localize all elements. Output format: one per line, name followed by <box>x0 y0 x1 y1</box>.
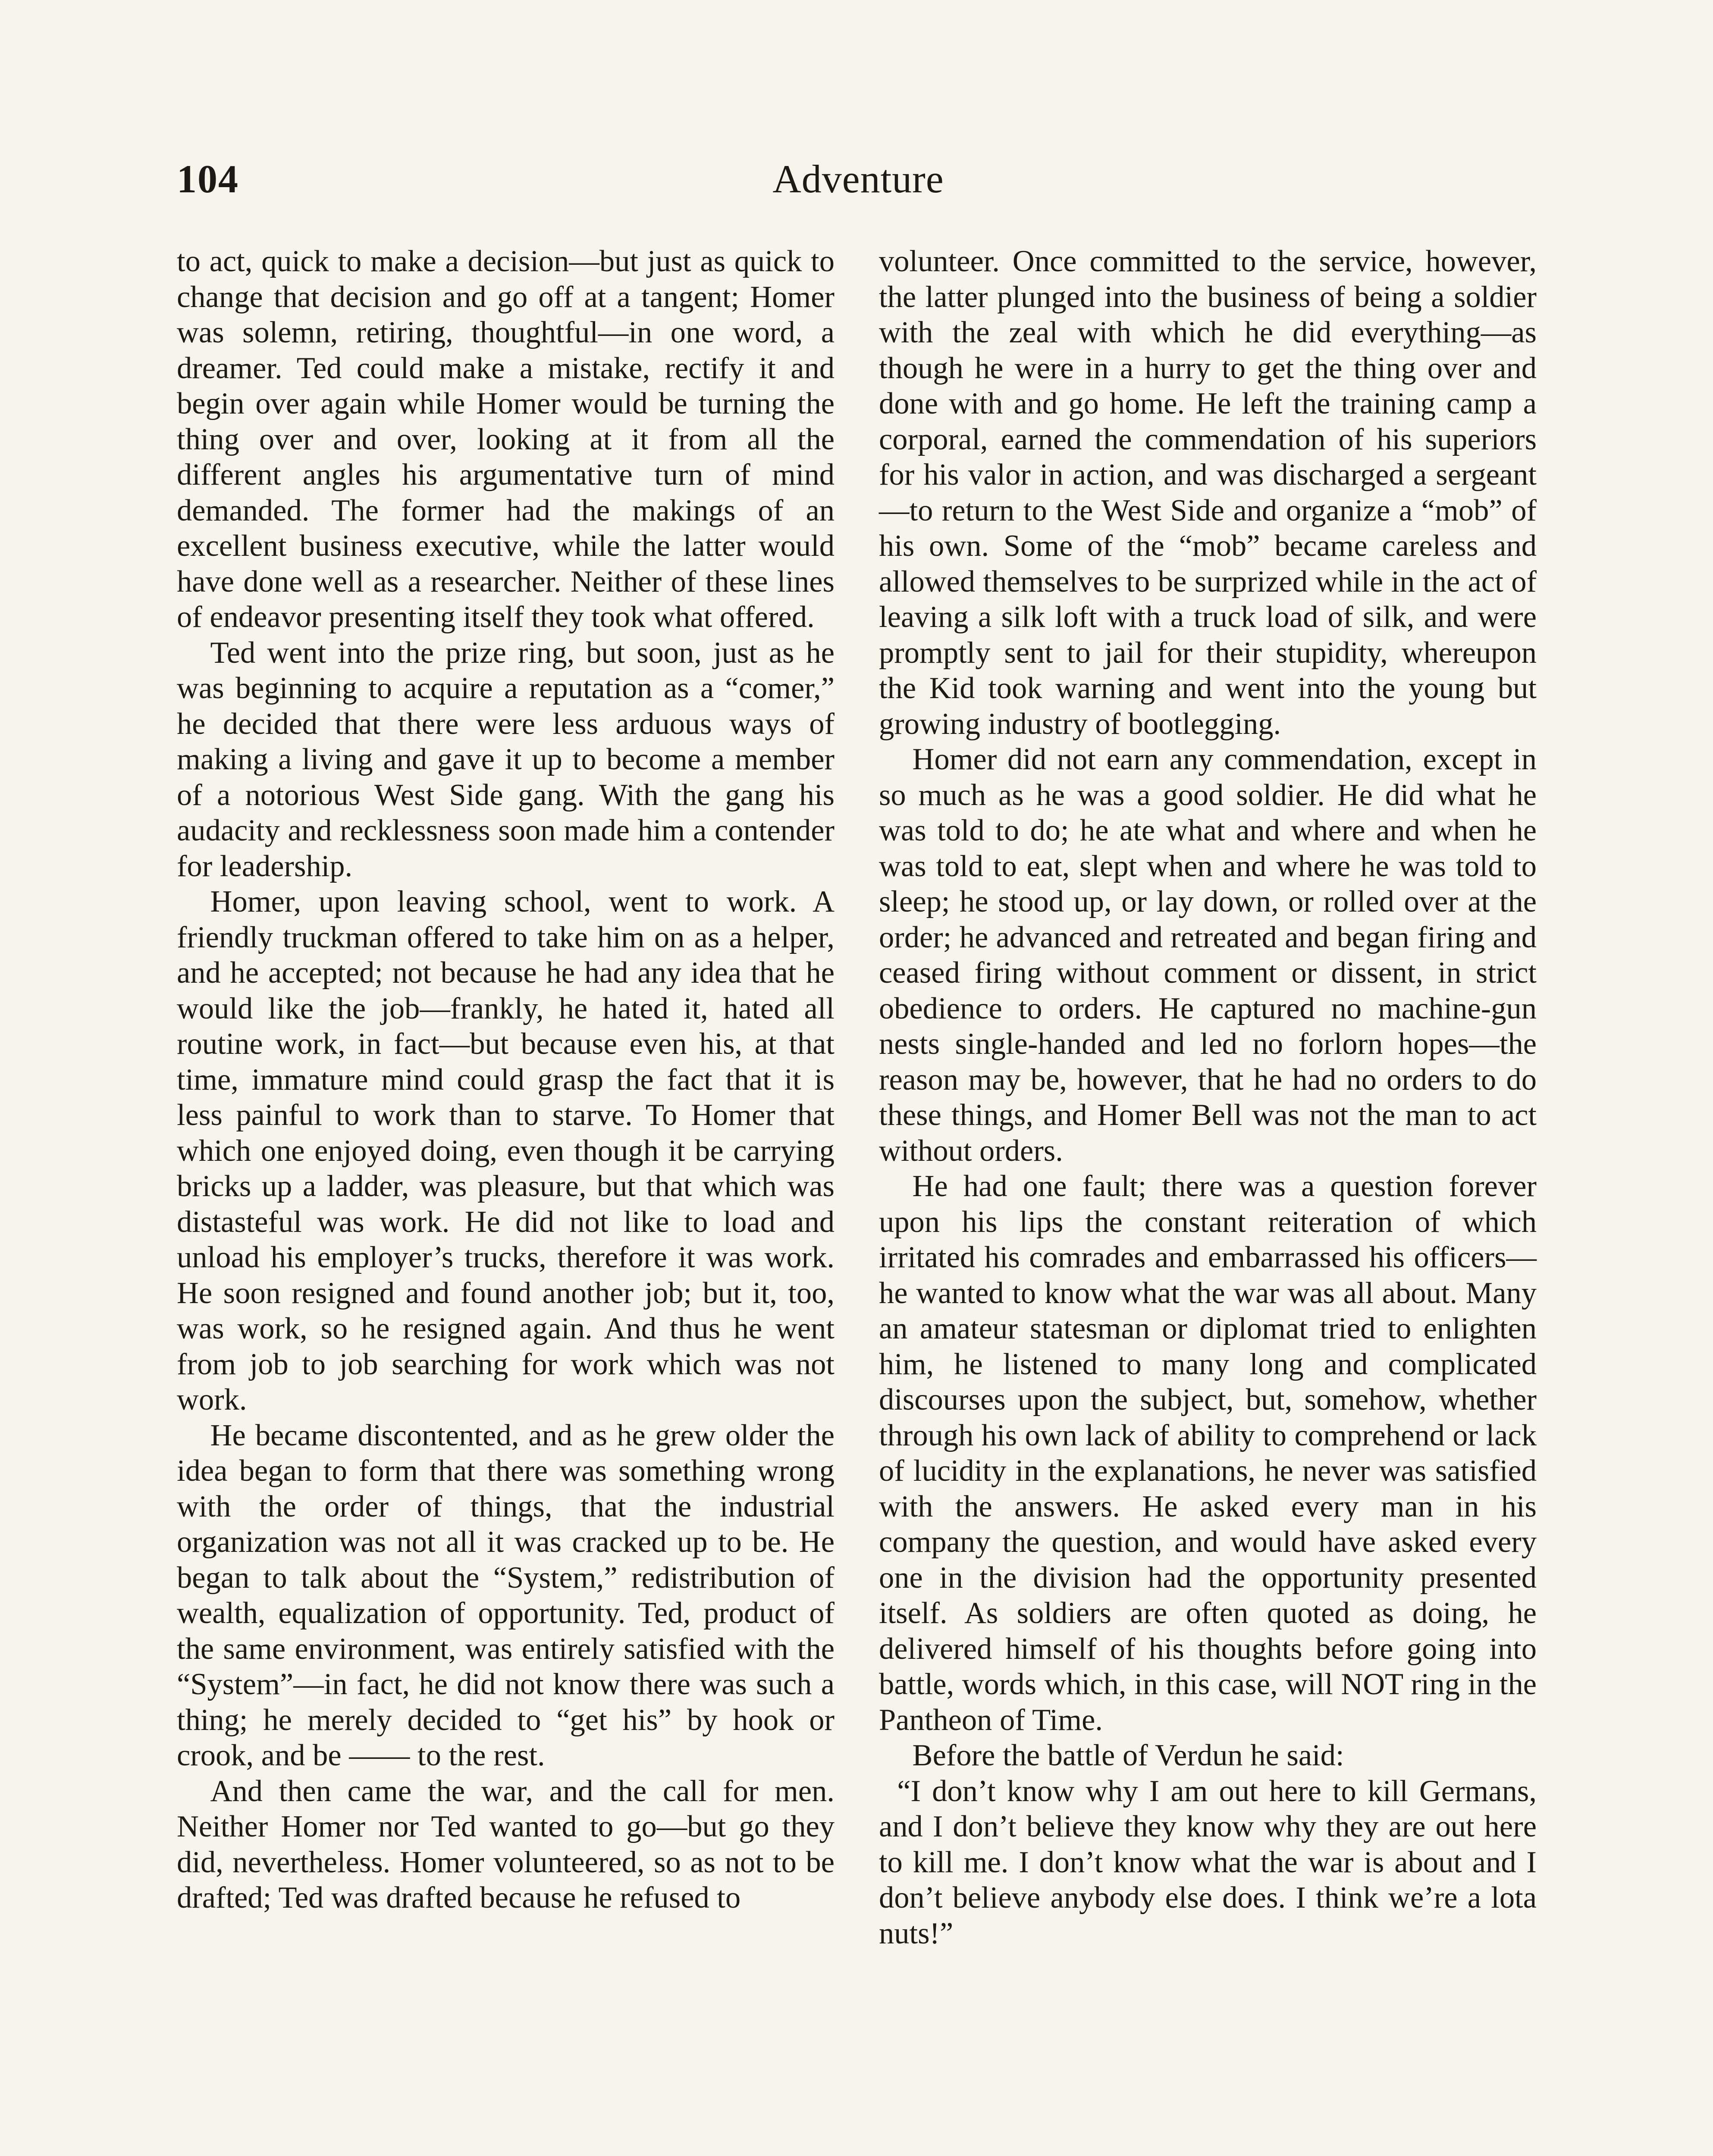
paragraph: Before the battle of Verdun he said: <box>912 1739 1344 1772</box>
paragraph: volunteer. Once committed to the service, however, the latter plunged into the business of being a soldier with the zeal with which he did everything—as though he were in a hurry to get the thing over and done with and go home. He left the training camp a corporal, earned the commendation of his superiors for his valor in action, and was discharged a sergeant—to return to the West Side and organize a “mob” of his own. Some of the “mob” became careless and allowed themselves to be surprized while in the act of leaving a silk loft with a truck load of silk, and were promptly sent to jail for their stupidity, whereupon the Kid took warning and went into the young but growing industry of bootlegging. <box>879 244 1537 741</box>
paragraph: Ted went into the prize ring, but soon, just as he was beginning to acquire a reputation as a “comer,” he decided that there were less arduous ways of making a living and gave it up to become a member of a notorious West Side gang. With the gang his audacity and recklessness soon made him a contender for leadership. <box>177 636 835 883</box>
paragraph: to act, quick to make a decision—but just as quick to change that decision and go off at a tangent; Homer was solemn, retiring, thoughtful—in one word, a dreamer. Ted could make a mistake, rectify it and begin over again while Homer would be turning the thing over and over, looking at it from all the different angles his argumentative turn of mind demanded. The former had the makings of an excellent business executive, while the latter would have done well as a researcher. Neither of these lines of endeavor presenting itself they took what offered. <box>177 244 835 634</box>
paragraph: Homer, upon leaving school, went to work. A friendly truckman offered to take him on as a helper, and he accepted; not because he had any idea that he would like the job—frankly, he hated it, hated all routine work, in fact—but because even his, at that time, immature mind could grasp the fact that it is less painful to work than to starve. To Homer that which one enjoyed doing, even though it be carrying bricks up a ladder, was pleasure, but that which was distasteful was work. He did not like to load and unload his employer’s trucks, therefore it was work. He soon resigned and found another job; but it, too, was work, so he resigned again. And thus he went from job to job searching for work which was not work. <box>177 885 835 1416</box>
paragraph: And then came the war, and the call for men. Neither Homer nor Ted wanted to go—but go they did, nevertheless. Homer volunteered, so as not to be drafted; Ted was drafted because he refused to <box>177 1774 835 1915</box>
page-number: 104 <box>177 157 239 201</box>
left-column <box>177 244 835 1916</box>
running-title: Adventure <box>772 157 944 201</box>
right-column <box>879 244 1537 1951</box>
paragraph: He became discontented, and as he grew older the idea began to form that there was something wrong with the order of things, that the industrial organization was not all it was cracked up to be. He began to talk about the “System,” redistribution of wealth, equalization of opportunity. Ted, product of the same environment, was entirely satisfied with the “System”—in fact, he did not know there was such a thing; he merely decided to “get his” by hook or crook, and be —— to the rest. <box>177 1418 835 1772</box>
quotation: “I don’t know why I am out here to kill Germans, and I don’t believe they know why they are out here to kill me. I don’t know what the war is about and I don’t believe anybody else does. I think we’re a lota nuts!” <box>879 1774 1537 1950</box>
paragraph: Homer did not earn any commendation, except in so much as he was a good soldier. He did what he was told to do; he ate what and where and when he was told to eat, slept when and where he was told to sleep; he stood up, or lay down, or rolled over at the order; he advanced and retreated and began firing and ceased firing without comment or dissent, in strict obedience to orders. He captured no machine-gun nests single-handed and led no forlorn hopes—the reason may be, however, that he had no orders to do these things, and Homer Bell was not the man to act without orders. <box>879 743 1537 1168</box>
page-header <box>177 153 1540 213</box>
paragraph: He had one fault; there was a question forever upon his lips the constant reiteration of which irritated his comrades and embarrassed his officers—he wanted to know what the war was all about. Many an amateur statesman or diplomat tried to enlighten him, he listened to many long and complicated discourses upon the subject, but, somehow, whether through his own lack of ability to comprehend or lack of lucidity in the explanations, he never was satisfied with the answers. He asked every man in his company the question, and would have asked every one in the division had the opportunity presented itself. As soldiers are often quoted as doing, he delivered himself of his thoughts before going into battle, words which, in this case, will NOT ring in the Pantheon of Time. <box>879 1169 1537 1737</box>
